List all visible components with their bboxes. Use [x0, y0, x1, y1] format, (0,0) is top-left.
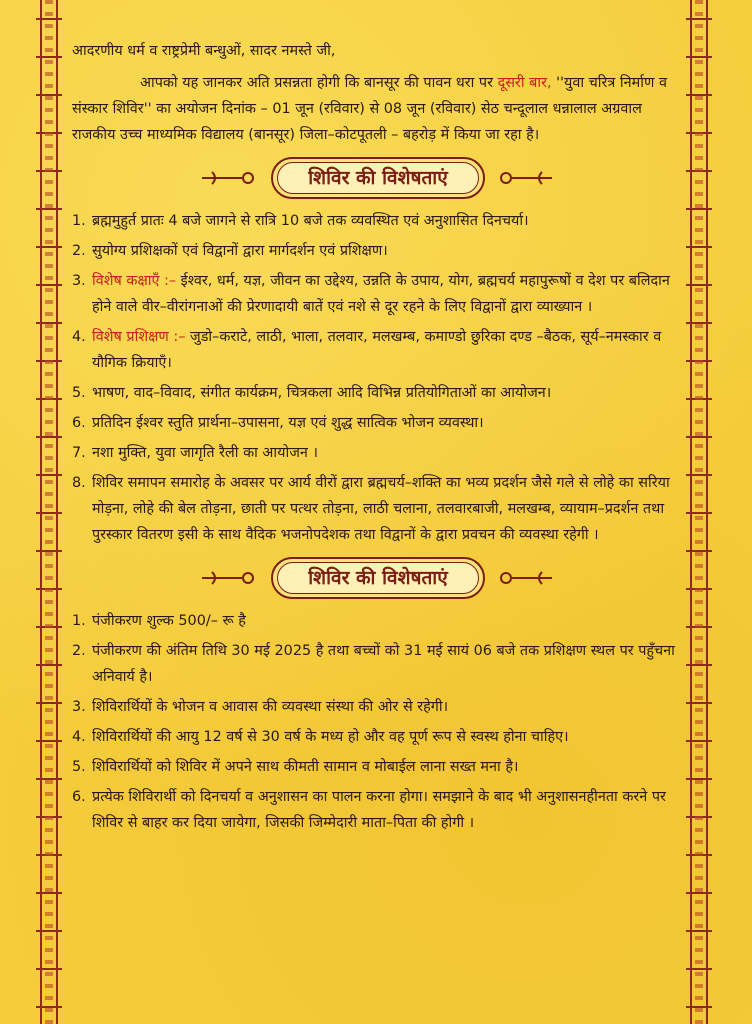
- features-list: [72, 208, 684, 548]
- right-ornament-icon: [496, 570, 552, 586]
- item-number: 8.: [72, 475, 86, 491]
- list-item: [72, 638, 684, 690]
- item-number: 5.: [72, 759, 86, 775]
- item-text: शिविरार्थियों के भोजन व आवास की व्यवस्था संस्था की ओर से रहेगी।: [92, 699, 449, 715]
- pamphlet-content: [72, 38, 684, 840]
- item-number: 6.: [72, 789, 86, 805]
- item-number: 6.: [72, 415, 86, 431]
- item-number: 4.: [72, 729, 86, 745]
- item-text: नशा मुक्ति, युवा जागृति रैली का आयोजन ।: [92, 445, 318, 461]
- right-decorative-border: [686, 0, 712, 1024]
- item-text: प्रत्येक शिविरार्थी को दिनचर्या व अनुशासन का पालन करना होगा। समझाने के बाद भी अनुशासनहीनता करने पर शिविर से बाहर कर दिया जायेगा, जिसकी जिम्मेदारी माता–पिता की होगी ।: [92, 789, 666, 831]
- item-text: पंजीकरण शुल्क 500/– रू है: [92, 613, 246, 629]
- item-number: 2.: [72, 243, 86, 259]
- list-item: [72, 754, 684, 780]
- item-label: विशेष कक्षाएँ :–: [92, 273, 177, 289]
- left-decorative-border: [36, 0, 62, 1024]
- list-item: [72, 608, 684, 634]
- item-number: 7.: [72, 445, 86, 461]
- list-item: [72, 380, 684, 406]
- list-item: [72, 784, 684, 836]
- list-item: [72, 268, 684, 320]
- list-item: [72, 694, 684, 720]
- item-text: शिविर समापन समारोह के अवसर पर आर्य वीरों द्वारा ब्रह्मचर्य–शक्ति का भव्य प्रदर्शन जैसे गले से लोहे का सरिया मोड़ना, लोहे की बेल तोड़ना, छाती पर पत्थर तोड़ना, लाठी चलाना, तलवारबाजी, मलखम्ब, व्यायाम–प्रदर्शन तथा पुरस्कार वितरण इसी के साथ वैदिक भजनोपदेशक तथा विद्वानों के द्वारा प्रवचन की व्यवस्था रहेगी ।: [92, 475, 670, 543]
- list-item: [72, 208, 684, 234]
- intro-text-part2: ''युवा चरित्र निर्माण व संस्कार शिविर'' का अयोजन दिनांक – 01 जून (रविवार) से 08 जून (रविवार) सेठ चन्दूलाल धन्नालाल अग्रवाल राजकीय उच्च माध्यमिक विद्यालय (बानसूर) जिला–कोटपूतली – बहरोड़ में किया जा रहा है।: [72, 75, 667, 143]
- item-number: 4.: [72, 329, 86, 345]
- list-item: [72, 238, 684, 264]
- intro-text-part1: आपको यह जानकर अति प्रसन्नता होगी कि बानसूर की पावन धरा पर: [140, 75, 498, 91]
- item-number: 1.: [72, 213, 86, 229]
- features-title-frame: [271, 157, 485, 199]
- features-title: शिविर की विशेषताएं: [277, 162, 479, 194]
- item-number: 1.: [72, 613, 86, 629]
- right-ornament-icon: [496, 170, 552, 186]
- item-number: 5.: [72, 385, 86, 401]
- intro-paragraph: [72, 70, 684, 148]
- item-text: प्रतिदिन ईश्वर स्तुति प्रार्थना–उपासना, यज्ञ एवं शुद्ध सात्विक भोजन व्यवस्था।: [92, 415, 484, 431]
- left-ornament-icon: [202, 170, 258, 186]
- intro-highlight: दूसरी बार,: [497, 75, 552, 91]
- rules-list: [72, 608, 684, 836]
- item-label: विशेष प्रशिक्षण :–: [92, 329, 186, 345]
- item-text: ब्रह्ममुहुर्त प्रातः 4 बजे जागने से रात्रि 10 बजे तक व्यवस्थित एवं अनुशासित दिनचर्या।: [92, 213, 529, 229]
- item-text: सुयोग्य प्रशिक्षकों एवं विद्वानों द्वारा मार्गदर्शन एवं प्रशिक्षण।: [92, 243, 388, 259]
- list-item: [72, 470, 684, 548]
- list-item: [72, 324, 684, 376]
- greeting: आदरणीय धर्म व राष्ट्रप्रेमी बन्धुओं, सादर नमस्ते जी,: [72, 43, 336, 59]
- item-number: 3.: [72, 699, 86, 715]
- item-number: 2.: [72, 643, 86, 659]
- item-text: शिविरार्थियों को शिविर में अपने साथ कीमती सामान व मोबाईल लाना सख्त मना है।: [92, 759, 519, 775]
- features-banner: [72, 154, 684, 202]
- item-text: भाषण, वाद–विवाद, संगीत कार्यक्रम, चित्रकला आदि विभिन्न प्रतियोगिताओं का आयोजन।: [92, 385, 552, 401]
- item-number: 3.: [72, 273, 86, 289]
- item-text: शिविरार्थियों की आयु 12 वर्ष से 30 वर्ष के मध्य हो और वह पूर्ण रूप से स्वस्थ होना चाहिए।: [92, 729, 569, 745]
- left-ornament-icon: [202, 570, 258, 586]
- rules-title-frame: [271, 557, 485, 599]
- item-text: पंजीकरण की अंतिम तिथि 30 मई 2025 है तथा बच्चों को 31 मई सायं 06 बजे तक प्रशिक्षण स्थल पर पहुँचना अनिवार्य है।: [92, 643, 675, 685]
- item-text: जुडो–कराटे, लाठी, भाला, तलवार, मलखम्ब, कमाण्डो छुरिका दण्ड –बैठक, सूर्य–नमस्कार व यौगिक क्रियाएँ।: [92, 329, 662, 371]
- list-item: [72, 440, 684, 466]
- list-item: [72, 410, 684, 436]
- item-text: ईश्वर, धर्म, यज्ञ, जीवन का उद्देश्य, उन्नति के उपाय, योग, ब्रह्मचर्य महापुरूषों व देश पर बलिदान होने वाले वीर–वीरांगनाओं की प्रेरणादायी बातें एवं नशे से दूर रहने के लिए विद्वानों द्वारा व्याख्यान ।: [92, 273, 670, 315]
- rules-title: शिविर की विशेषताएं: [277, 562, 479, 594]
- list-item: [72, 724, 684, 750]
- rules-banner: [72, 554, 684, 602]
